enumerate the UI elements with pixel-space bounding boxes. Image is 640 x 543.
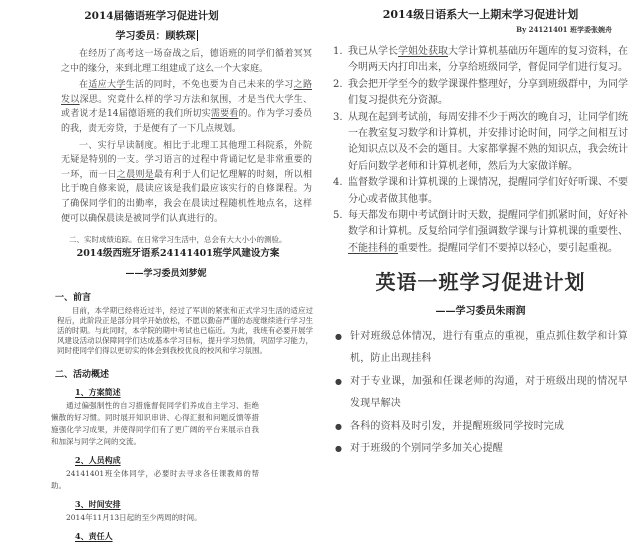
numbered-item xyxy=(333,175,628,208)
spanish-plan-subtitle: ——学习委员刘梦妮 xyxy=(125,269,207,279)
page-left xyxy=(51,8,313,541)
german-plan-paragraph xyxy=(61,78,312,136)
spanish-plan-title: 2014级西班牙语系24141401班学风建设方案 xyxy=(76,248,280,259)
english-plan-title: 英语一班学习促进计划 xyxy=(375,270,586,294)
paragraph-text: 最有利于人们记忆理解的时刻，所以相比于晚自修来说，晨读应该是我们最应该实行的自修课程。为了确保同学们的出勤率，我会在晨读过程随机性地点名，这样便可以确保晨读是被同学们认真进行的。 xyxy=(61,169,312,224)
paragraph-text: 深思。究竟什么样的学习方法和氛围，才是当代大学生、或者说才是14届德语班的我们所切实 xyxy=(61,94,312,120)
german-plan-body xyxy=(61,47,312,245)
item-text xyxy=(348,77,628,110)
bullet-text: 对于专业课，加强和任课老师的沟通，对于班级出现的情况早发现早解决 xyxy=(350,375,628,410)
subsection-paragraph: 24141401班全体同学，必要时去寻求各任课教师的帮助。 xyxy=(51,469,259,490)
bullet-text: 各科的资料及时引发，并提醒班级同学按时完成 xyxy=(350,420,565,432)
german-plan-paragraph xyxy=(61,139,312,227)
committee-name-text: 学习委员：顾轶琛 xyxy=(115,31,196,42)
paragraph-text: 每天都发布期中考试倒计时天数，提醒同学们抓紧时间，好好补数学和计算机。反复给同学们强调数学课与计算机课的重要性、 xyxy=(348,210,628,238)
paragraph-text: 从现在起到考试前，每周安排不少于两次的晚自习，让同学们统一在教室复习数学和计算机，并安排讨论时间，同学之间相互讨论知识点以及不会的题目。大家都掌握不熟的知识点，我会统计好后问数学老师和计算机老师，然后为大家做详解。 xyxy=(348,111,628,172)
spanish-plan-doc xyxy=(50,245,314,543)
subsection-schedule xyxy=(50,492,314,524)
japanese-plan-doc xyxy=(333,6,628,257)
paragraph-text: 的。作为学习委员的我，责无旁贷，于是便有了一下几点规划。 xyxy=(61,109,312,134)
numbered-item xyxy=(333,208,628,257)
bullet-item xyxy=(333,326,628,371)
bullet-item xyxy=(333,371,628,416)
underlined-text: 学姐处获取 xyxy=(398,46,448,57)
item-number: 5. xyxy=(333,210,343,222)
underlined-text: 不能挂科的 xyxy=(348,242,398,254)
german-plan-paragraph: 二、实时成绩追踪。在日常学习生活中，总会有大大小小的测验。 xyxy=(69,235,287,245)
bullet-icon: ● xyxy=(335,376,342,386)
german-plan-committee-line xyxy=(31,27,282,42)
item-text xyxy=(348,208,628,257)
item-number: 2. xyxy=(333,78,343,90)
subsection-heading: 1、方案简述 xyxy=(75,387,121,397)
underlined-text: 适应大学 xyxy=(88,80,126,91)
paragraph-text: 重要性。提醒同学们不要掉以轻心，要引起重视。 xyxy=(398,242,618,254)
subsection-responsible xyxy=(50,524,314,543)
numbered-list xyxy=(333,44,628,257)
underlined-text: 需要看 xyxy=(210,109,239,120)
page-right xyxy=(333,6,628,455)
subsection-heading: 3、时间安排 xyxy=(75,499,121,509)
paragraph-text: 生活的同时，不免也要为自己未来的学习 xyxy=(125,80,294,91)
subsection-members xyxy=(50,448,314,492)
foreword-paragraph: 目前，本学期已经将近过半，经过了军训的紧张和正式学习生活的适应过程后，此阶段正是部分同学开始放松，不愿以勤奋严谨的态度继续进行学习生活的时期。与此同时，本学院的期中考试也已临近。为此，我班有必要开展学风建设活动以保障同学们达成基本学习目标，提升学习热情，巩固学习能力，同时使同学们得以更切实的体会到我校优良的校风和学习氛围。 xyxy=(57,306,313,355)
item-text xyxy=(348,175,628,208)
bullet-icon: ● xyxy=(335,421,342,431)
numbered-item xyxy=(333,110,628,176)
paragraph-text: 一、实行早读制度。相比于北理工其他理工科院系，外院无疑是特别的一支。学习语言的过程中背诵记忆是非常重要的一环，而一日 xyxy=(61,140,312,180)
numbered-item xyxy=(333,44,628,77)
numbered-item xyxy=(333,77,628,110)
german-plan-paragraph: 在经历了高考这一场奋战之后，德语班的同学们循着冥冥之中的缘分，来到北理工组建成了这么一个大家庭。 xyxy=(61,49,312,74)
english-plan-subtitle: ——学习委员朱雨润 xyxy=(435,306,526,317)
item-text xyxy=(348,44,628,77)
paragraph-text: 大学计算机基础历年题库的复习资料，在今明两天内打印出来，分享给班级同学，督促同学们进行复习。 xyxy=(348,46,628,74)
bullet-list xyxy=(333,326,628,460)
english-plan-doc xyxy=(333,266,628,460)
bullet-icon: ● xyxy=(335,332,342,341)
item-number: 1. xyxy=(333,46,343,57)
german-plan-doc xyxy=(61,8,312,245)
underlined-text: 之路发以 xyxy=(61,80,312,105)
section-heading-overview: 二、活动概述 xyxy=(55,370,110,380)
bullet-text: 针对班级总体情况，进行有重点的重视，重点抓住数学和计算机，防止出现挂科 xyxy=(350,331,628,365)
subsection-plan-summary xyxy=(50,380,314,448)
paragraph-text: 监督数学课和计算机课的上课情况，提醒同学们好好听课、不要分心或者做其他事。 xyxy=(348,177,628,205)
subsection-paragraph: 通过偏强制性的自习措施督促同学们养成自主学习、拒绝懒散的好习惯。同时展开知识串讲、心得汇报和问题反馈等措施强化学习成果，并使得同学们有了更广阔的平台来展示自我和加深与同学之间的交流。 xyxy=(51,401,259,446)
bullet-icon: ● xyxy=(335,444,342,454)
item-number: 4. xyxy=(333,177,343,189)
bullet-item xyxy=(333,438,628,460)
section-heading-foreword: 一、前言 xyxy=(55,293,92,303)
german-plan-title: 2014届德语班学习促进计划 xyxy=(84,10,219,22)
underlined-text: 之晨则是 xyxy=(116,169,155,180)
japanese-plan-title: 2014级日语系大一上期末学习促进计划 xyxy=(382,8,579,21)
subsection-heading: 4、责任人 xyxy=(75,531,113,541)
paragraph-text: 我已从学长 xyxy=(348,46,398,57)
bullet-text: 对于班级的个别同学多加关心提醒 xyxy=(350,443,503,455)
item-text xyxy=(348,110,628,176)
japanese-plan-byline: By 24121401 班学委张婉舟 xyxy=(516,25,612,34)
bullet-item xyxy=(333,416,628,438)
subsection-paragraph: 2014年11月13日起的至少两周的时间。 xyxy=(66,513,202,522)
item-number: 3. xyxy=(333,111,343,123)
subsection-heading: 2、人员构成 xyxy=(75,455,121,465)
paragraph-text: 在 xyxy=(79,80,89,91)
text-cursor xyxy=(197,30,198,41)
paragraph-text: 我会把开学至今的数学课课件整理好，分享到班级群中，为同学们复习提供充分资源。 xyxy=(348,78,628,107)
